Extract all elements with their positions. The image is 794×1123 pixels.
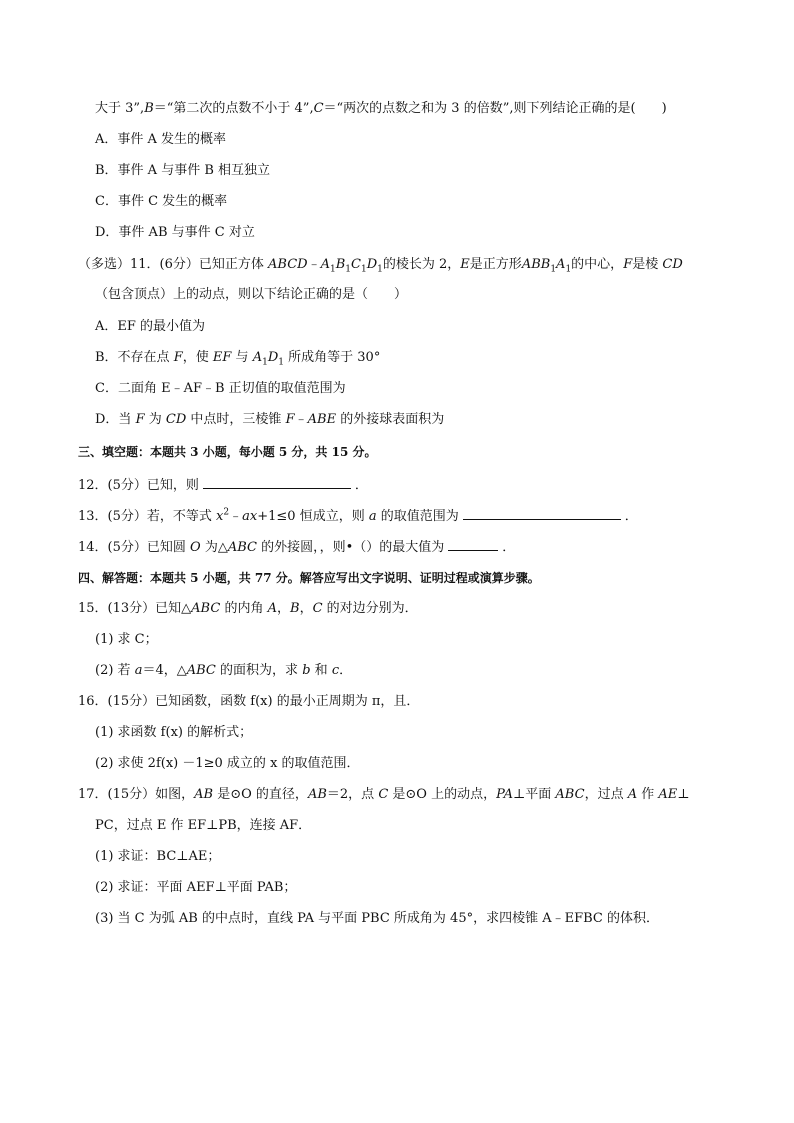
- q10-option-a: A．事件 A 发生的概率: [95, 132, 227, 147]
- section3-heading: 三、填空题：本题共 3 小题，每小题 5 分，共 15 分。: [78, 445, 377, 459]
- q17-stem-line2: PC，过点 E 作 EF⊥PB，连接 AF．: [95, 818, 312, 833]
- q15-sub1: (1) 求 C；: [95, 632, 158, 647]
- q12-answer-blank: [203, 475, 351, 489]
- q17-sub3: (3) 当 C 为弧 AB 的中点时，直线 PA 与平面 PBC 所成角为 45°，求四棱锥 A﹣EFBC 的体积．: [95, 911, 660, 926]
- q10-option-c: C．事件 C 发生的概率: [95, 194, 228, 209]
- q16-sub1: (1) 求函数 f(x) 的解析式；: [95, 725, 253, 740]
- q14-answer-blank: [448, 537, 498, 551]
- q11-stem-line1: （多选）11．(6分）已知正方体 $ABCD﹣A_1B_1C_1D_1$的棱长为 2，E是正方形$ABB_1A_1$的中心，F是棱 CD: [78, 257, 683, 275]
- q16-sub2: (2) 求使 2f(x) －1≥0 成立的 x 的取值范围．: [95, 756, 360, 771]
- q15-stem: 15．(13分）已知△ABC 的内角 A，B，C 的对边分别为．: [78, 601, 418, 616]
- q10-option-d: D．事件 AB 与事件 C 对立: [95, 225, 255, 240]
- q11-option-b: B．不存在点 F，使 EF 与 $A_1D_1$ 所成角等于 30°: [95, 350, 381, 368]
- q14: 14．(5分）已知圆 O 为△ABC 的外接圆，，则•（）的最大值为 ．: [78, 537, 515, 557]
- q17-sub2: (2) 求证：平面 AEF⊥平面 PAB；: [95, 880, 297, 895]
- q13: 13．(5分）若，不等式 $x^2﹣ax+1\le 0$ 恒成立，则 a 的取值范围为 ．: [78, 507, 638, 524]
- q11-option-c: C．二面角 E﹣AF﹣B 正切值的取值范围为: [95, 381, 346, 396]
- q17-sub1: (1) 求证：BC⊥AE；: [95, 849, 221, 864]
- q10-option-b: B．事件 A 与事件 B 相互独立: [95, 163, 271, 178]
- q11-option-a: A．EF 的最小值为: [95, 319, 206, 334]
- q15-sub2: (2) 若 a＝4，△ABC 的面积为，求 b 和 c．: [95, 663, 353, 678]
- q10-continuation: 大于 3”,B＝“第二次的点数不小于 4”,C＝“两次的点数之和为 3 的倍数”,则下列结论正确的是( ): [95, 101, 667, 116]
- q11-option-d: D．当 F 为 CD 中点时，三棱锥 F﹣ABE 的外接球表面积为: [95, 412, 445, 427]
- q13-answer-blank: [463, 506, 621, 520]
- q11-stem-line2: （包含顶点）上的动点，则以下结论正确的是（ ）: [95, 287, 408, 302]
- q17-stem-line1: 17．(15分）如图，AB 是⊙O 的直径，AB＝2，点 C 是⊙O 上的动点，PA⊥平面 ABC，过点 A 作 AE⊥: [78, 787, 690, 802]
- q16-stem: 16．(15分）已知函数，函数 f(x) 的最小正周期为 π，且．: [78, 694, 420, 709]
- section4-heading: 四、解答题：本题共 5 小题，共 77 分。解答应写出文字说明、证明过程或演算步骤。: [78, 571, 540, 585]
- q12: 12．(5分）已知，则 ．: [78, 475, 368, 495]
